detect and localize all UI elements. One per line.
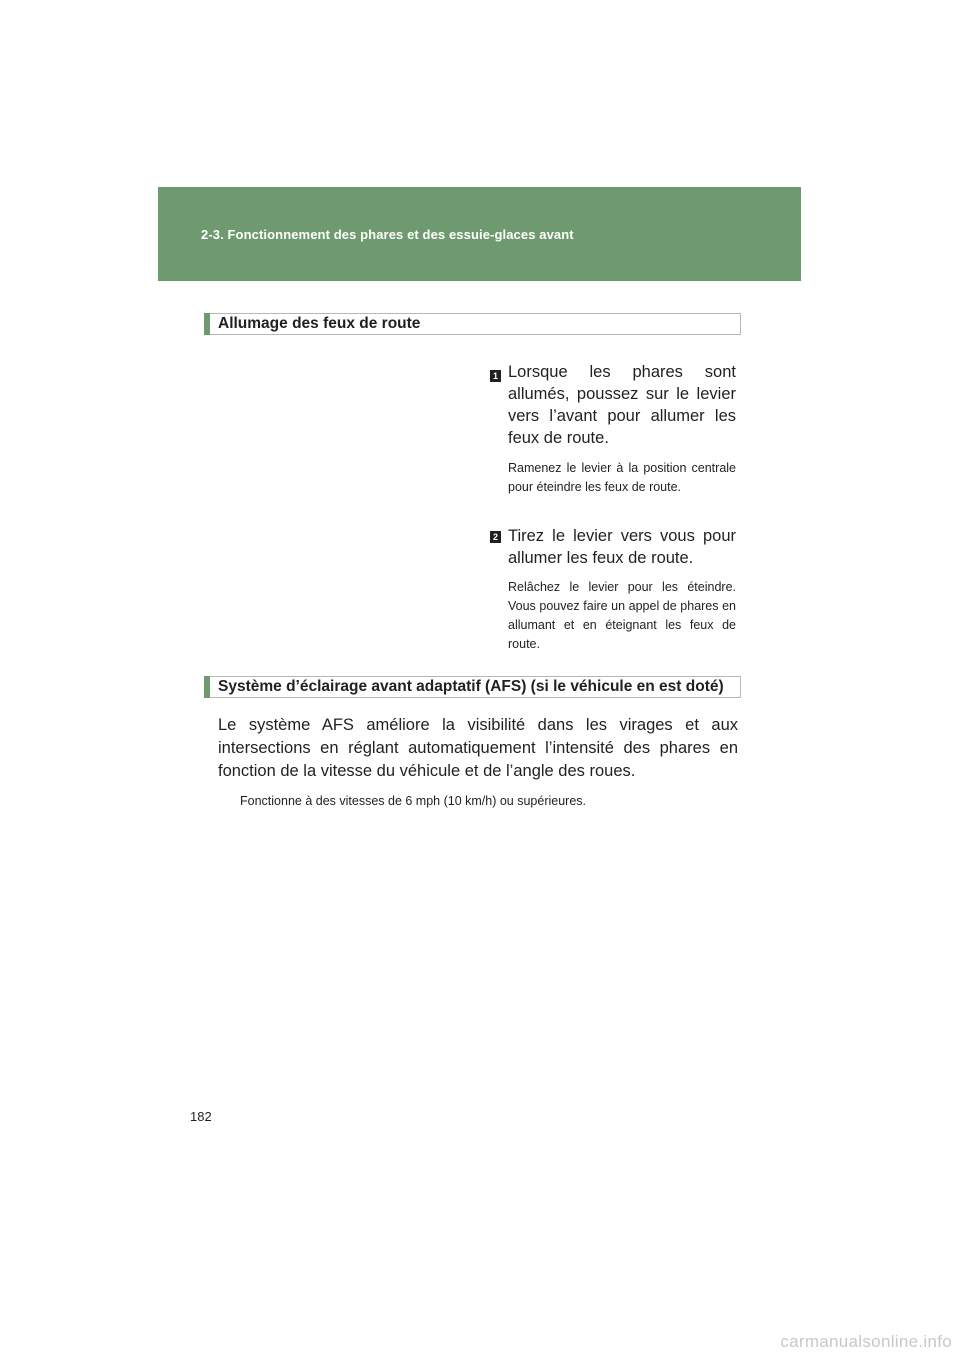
step-number-badge: 2: [490, 531, 501, 543]
heading-accent-bar: [204, 676, 210, 698]
step-2-text: Tirez le levier vers vous pour allumer les feux de route.: [508, 527, 736, 567]
step-2-note: Relâchez le levier pour les éteindre. Vous pouvez faire un appel de phares en allumant et en éteignant les feux de route.: [508, 580, 736, 651]
section-heading-afs: [204, 676, 741, 698]
heading-accent-bar: [204, 313, 210, 335]
afs-speed-note: Fonctionne à des vitesses de 6 mph (10 km/h) ou supérieures.: [240, 794, 587, 808]
page-number: 182: [190, 1109, 212, 1124]
chapter-title: 2-3. Fonctionnement des phares et des essuie-glaces avant: [201, 227, 574, 242]
section-heading-label: Allumage des feux de route: [218, 315, 421, 332]
chapter-header: [158, 187, 801, 281]
section-heading-label: Système d’éclairage avant adaptatif (AFS) (si le véhicule en est doté): [218, 678, 724, 695]
step-number-badge: 1: [490, 370, 501, 382]
step-1-text: Lorsque les phares sont allumés, poussez sur le levier vers l’avant pour allumer les feux de route.: [508, 363, 736, 447]
section-heading-high-beam: [204, 313, 741, 335]
afs-description: Le système AFS améliore la visibilité dans les virages et aux intersections en réglant automatiquement l’intensité des phares en fonction de la vitesse du véhicule et de l’angle des roues.: [218, 716, 738, 780]
watermark: carmanualsonline.info: [780, 1332, 952, 1351]
step-1-note: Ramenez le levier à la position centrale pour éteindre les feux de route.: [508, 461, 736, 494]
